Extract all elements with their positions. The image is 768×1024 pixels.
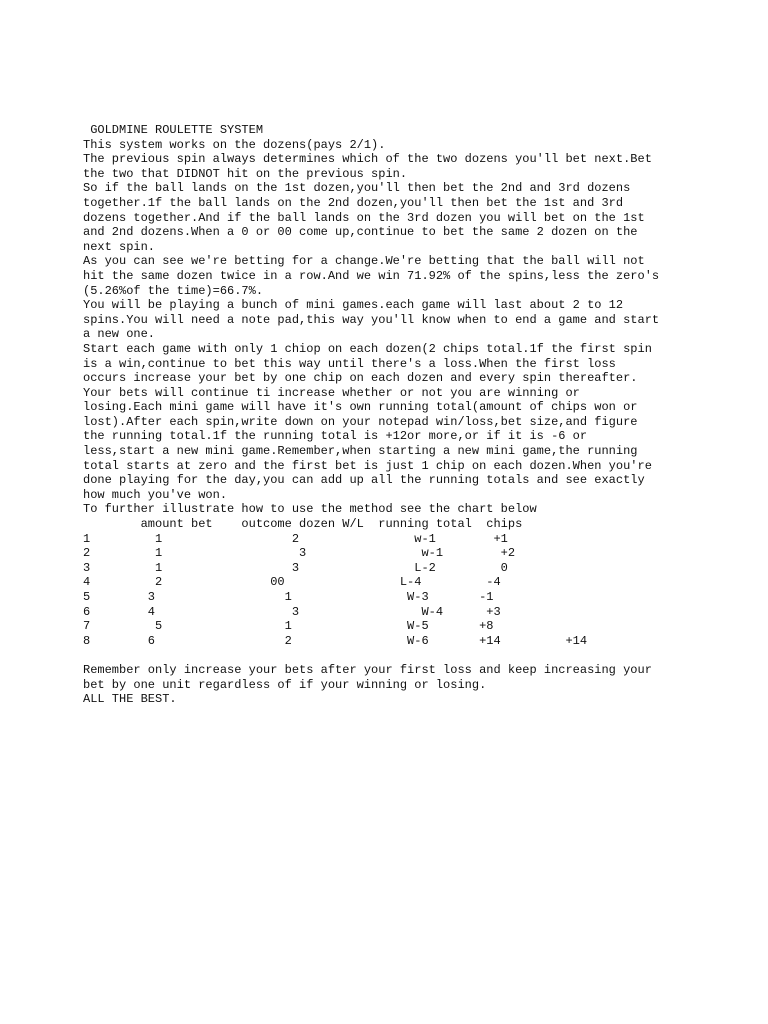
document-body	[83, 123, 723, 707]
paragraph-line: is a win,continue to bet this way until there's a loss.When the first loss	[83, 356, 616, 371]
paragraph-line: total starts at zero and the first bet is just 1 chip on each dozen.When you're	[83, 458, 652, 473]
table-row: 7 5 1 W-5 +8	[83, 619, 494, 634]
paragraph-line: To further illustrate how to use the method see the chart below	[83, 502, 537, 517]
paragraph-line: spins.You will need a note pad,this way you'll know when to end a game and start	[83, 312, 660, 327]
table-header: amount bet outcome dozen W/L running total chips	[83, 517, 523, 532]
paragraph-line: together.1f the ball lands on the 2nd dozen,you'll then bet the 1st and 3rd	[83, 195, 624, 210]
spacer	[83, 648, 723, 663]
paragraph-line: This system works on the dozens(pays 2/1).	[83, 137, 386, 152]
paragraph-line: and 2nd dozens.When a 0 or 00 come up,continue to bet the same 2 dozen on the	[83, 225, 638, 240]
table-row: 8 6 2 W-6 +14 +14	[83, 633, 588, 648]
paragraph-line: occurs increase your bet by one chip on each dozen and every spin thereafter.	[83, 371, 638, 386]
paragraph-line: ALL THE BEST.	[83, 692, 177, 707]
paragraph-line: how much you've won.	[83, 487, 228, 502]
paragraph-line: The previous spin always determines which of the two dozens you'll bet next.Bet	[83, 152, 652, 167]
paragraph-line: next spin.	[83, 239, 156, 254]
document-title: GOLDMINE ROULETTE SYSTEM	[83, 123, 264, 137]
table-row: 6 4 3 W-4 +3	[83, 604, 501, 619]
paragraph-line: lost).After each spin,write down on your notepad win/loss,bet size,and figure	[83, 414, 638, 429]
paragraph-line: done playing for the day,you can add up all the running totals and see exactly	[83, 473, 645, 488]
table-row: 3 1 3 L-2 0	[83, 560, 508, 575]
chart-table	[83, 532, 723, 649]
paragraph-line: the running total.1f the running total is +12or more,or if it is -6 or	[83, 429, 588, 444]
paragraph-line: Your bets will continue ti increase whether or not you are winning or	[83, 385, 580, 400]
paragraph-line: Remember only increase your bets after your first loss and keep increasing your	[83, 662, 652, 677]
paragraph-line: less,start a new mini game.Remember,when starting a new mini game,the running	[83, 444, 638, 459]
paragraph-line: hit the same dozen twice in a row.And we win 71.92% of the spins,less the zero's	[83, 268, 660, 283]
paragraph-line: Start each game with only 1 chiop on each dozen(2 chips total.1f the first spin	[83, 341, 652, 356]
paragraph-line: (5.26%of the time)=66.7%.	[83, 283, 264, 298]
paragraph-line: dozens together.And if the ball lands on the 3rd dozen you will bet on the 1st	[83, 210, 645, 225]
paragraph-line: the two that DIDNOT hit on the previous spin.	[83, 166, 408, 181]
table-row: 2 1 3 w-1 +2	[83, 546, 516, 561]
closing-text	[83, 663, 723, 707]
intro-text	[83, 138, 723, 517]
paragraph-line: bet by one unit regardless of if your winning or losing.	[83, 677, 487, 692]
paragraph-line: You will be playing a bunch of mini games.each game will last about 2 to 12	[83, 298, 624, 313]
table-row: 5 3 1 W-3 -1	[83, 590, 494, 604]
paragraph-line: As you can see we're betting for a change.We're betting that the ball will not	[83, 254, 645, 269]
paragraph-line: So if the ball lands on the 1st dozen,you'll then bet the 2nd and 3rd dozens	[83, 181, 631, 196]
paragraph-line: losing.Each mini game will have it's own running total(amount of chips won or	[83, 400, 638, 415]
table-row: 1 1 2 w-1 +1	[83, 531, 508, 546]
paragraph-line: a new one.	[83, 327, 156, 342]
table-row: 4 2 00 L-4 -4	[83, 575, 501, 590]
